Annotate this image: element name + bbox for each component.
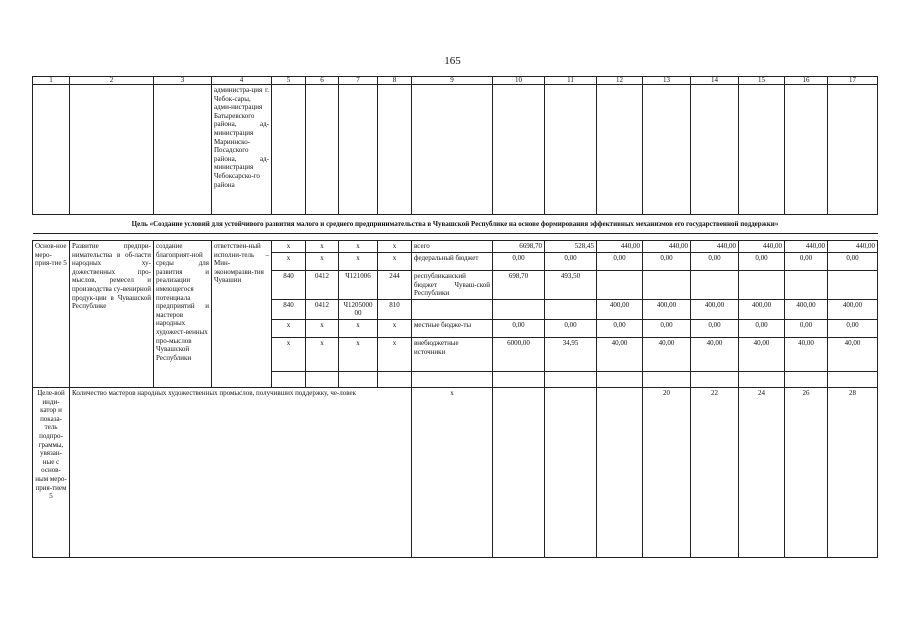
cell-value: 0,00	[691, 253, 739, 271]
column-header: 3	[154, 77, 212, 85]
cell-vr: 244	[378, 271, 412, 300]
cell-value: 6698,70	[493, 241, 545, 253]
cell-csr: x	[339, 253, 378, 271]
cell-grbs: x	[272, 337, 306, 371]
cell-value: 400,00	[643, 299, 691, 319]
indicator-value: 26	[785, 387, 828, 557]
column-header-row	[33, 77, 878, 85]
indicator-value: 22	[691, 387, 739, 557]
cell-source	[412, 299, 493, 319]
executor-cell: администра-ция г. Чебок-сары, адми-нистрация Батыревского района, ад-министрация Мариинско-Посадского района, ад-министрация Чебоксарско-го района	[212, 85, 272, 215]
indicator-value: 24	[739, 387, 785, 557]
cell-value: 528,45	[545, 241, 597, 253]
cell-value: 0,00	[597, 253, 643, 271]
cell-rzpr: x	[306, 319, 339, 337]
cell-value: 40,00	[643, 337, 691, 371]
indicator-row	[33, 387, 878, 557]
cell-vr: x	[378, 319, 412, 337]
cell-value: 493,50	[545, 271, 597, 300]
cell-value: 400,00	[597, 299, 643, 319]
cell-value: 0,00	[739, 253, 785, 271]
cell-vr: 810	[378, 299, 412, 319]
cell-value: 440,00	[739, 241, 785, 253]
column-header: 13	[643, 77, 691, 85]
cell-value: 698,70	[493, 271, 545, 300]
cell-value: 400,00	[828, 299, 878, 319]
cell-value	[597, 271, 643, 300]
column-header: 11	[545, 77, 597, 85]
cell-csr: x	[339, 241, 378, 253]
cell-csr: Ч1205000 00	[339, 299, 378, 319]
event-name: Развитие предпри-нимательства в об-ласти народных ху-дожественных про-мыслов, ремесел и производства су-венирной продук-ции в Чувашской Республике	[70, 241, 154, 388]
column-header: 10	[493, 77, 545, 85]
column-header: 9	[412, 77, 493, 85]
column-header: 6	[306, 77, 339, 85]
cell-grbs: x	[272, 253, 306, 271]
cell-value: 400,00	[785, 299, 828, 319]
indicator-unit-cell: x	[412, 387, 493, 557]
cell-value: 34,95	[545, 337, 597, 371]
cell-source: всего	[412, 241, 493, 253]
cell-rzpr: x	[306, 253, 339, 271]
cell-source: внебюджетные источники	[412, 337, 493, 371]
cell-value: 0,00	[785, 253, 828, 271]
cell-grbs: x	[272, 319, 306, 337]
indicator-title: Целе-вой инди-катор и показа-тель подпро-граммы, увязан-ные с основ-ным меро-прия-тием 5	[33, 387, 70, 557]
cell-csr: x	[339, 337, 378, 371]
cell-rzpr: 0412	[306, 299, 339, 319]
cell-value: 40,00	[785, 337, 828, 371]
cell-value: 440,00	[828, 241, 878, 253]
cell-value: 40,00	[691, 337, 739, 371]
cell-grbs: 840	[272, 299, 306, 319]
indicator-value: 20	[643, 387, 691, 557]
cell-value: 0,00	[545, 319, 597, 337]
column-header: 5	[272, 77, 306, 85]
table-row	[33, 241, 878, 253]
cell-vr: x	[378, 337, 412, 371]
goal-text: Цель «Создание условий для устойчивого развития малого и среднего предпринимательства в Чувашской Республике на основе формирования эффективных механизмов его государственной поддержки»	[33, 215, 878, 234]
column-header: 17	[828, 77, 878, 85]
cell-source: республиканский бюджет Чуваш-ской Республики	[412, 271, 493, 300]
column-header: 16	[785, 77, 828, 85]
cell-csr: Ч121006	[339, 271, 378, 300]
column-header: 8	[378, 77, 412, 85]
cell-rzpr: x	[306, 241, 339, 253]
column-header: 15	[739, 77, 785, 85]
column-header: 7	[339, 77, 378, 85]
page-number: 165	[444, 55, 461, 67]
cell-value: 40,00	[828, 337, 878, 371]
cell-value: 40,00	[597, 337, 643, 371]
column-header: 1	[33, 77, 70, 85]
cell-value: 440,00	[785, 241, 828, 253]
indicator-value: 28	[828, 387, 878, 557]
cell-value	[739, 271, 785, 300]
column-header: 14	[691, 77, 739, 85]
goal-row	[33, 215, 878, 234]
cell-value: 400,00	[691, 299, 739, 319]
column-header: 12	[597, 77, 643, 85]
cell-rzpr: x	[306, 337, 339, 371]
cell-value: 400,00	[739, 299, 785, 319]
cell-value: 0,00	[493, 319, 545, 337]
cell-value	[545, 299, 597, 319]
event-title: Основ-ное меро-прия-тие 5	[33, 241, 70, 388]
cell-grbs: 840	[272, 271, 306, 300]
budget-table	[32, 76, 878, 558]
cell-value: 440,00	[643, 241, 691, 253]
cell-vr: x	[378, 253, 412, 271]
cell-value	[828, 271, 878, 300]
cell-value	[691, 271, 739, 300]
continuation-row	[33, 85, 878, 215]
indicator-text: Количество мастеров народных художественных промыслов, получивших поддержку, че-ловек	[70, 387, 412, 557]
cell-value: 0,00	[493, 253, 545, 271]
cell-csr: x	[339, 319, 378, 337]
cell-grbs: x	[272, 241, 306, 253]
cell-value: 0,00	[643, 253, 691, 271]
cell-value: 0,00	[643, 319, 691, 337]
cell-value: 0,00	[739, 319, 785, 337]
cell-value	[785, 271, 828, 300]
cell-value	[493, 299, 545, 319]
event-executor: ответствен-ный исполни-тель – Мин-экономразви-тия Чувашии	[212, 241, 272, 388]
cell-value: 0,00	[828, 253, 878, 271]
cell-value: 440,00	[597, 241, 643, 253]
event-goal: создание благоприят-ной среды для развития и реализации имеющегося потенциала предприятий и мастеров народных художест-венных про-мыслов Чувашской Республики	[154, 241, 212, 388]
column-header: 4	[212, 77, 272, 85]
cell-value	[643, 271, 691, 300]
cell-value: 0,00	[691, 319, 739, 337]
cell-value: 0,00	[545, 253, 597, 271]
cell-value: 0,00	[828, 319, 878, 337]
cell-vr: x	[378, 241, 412, 253]
cell-value: 0,00	[785, 319, 828, 337]
column-header: 2	[70, 77, 154, 85]
cell-value: 40,00	[739, 337, 785, 371]
cell-source: местные бюдже-ты	[412, 319, 493, 337]
cell-value: 0,00	[597, 319, 643, 337]
cell-rzpr: 0412	[306, 271, 339, 300]
cell-value: 6000,00	[493, 337, 545, 371]
cell-value: 440,00	[691, 241, 739, 253]
cell-source: федеральный бюджет	[412, 253, 493, 271]
